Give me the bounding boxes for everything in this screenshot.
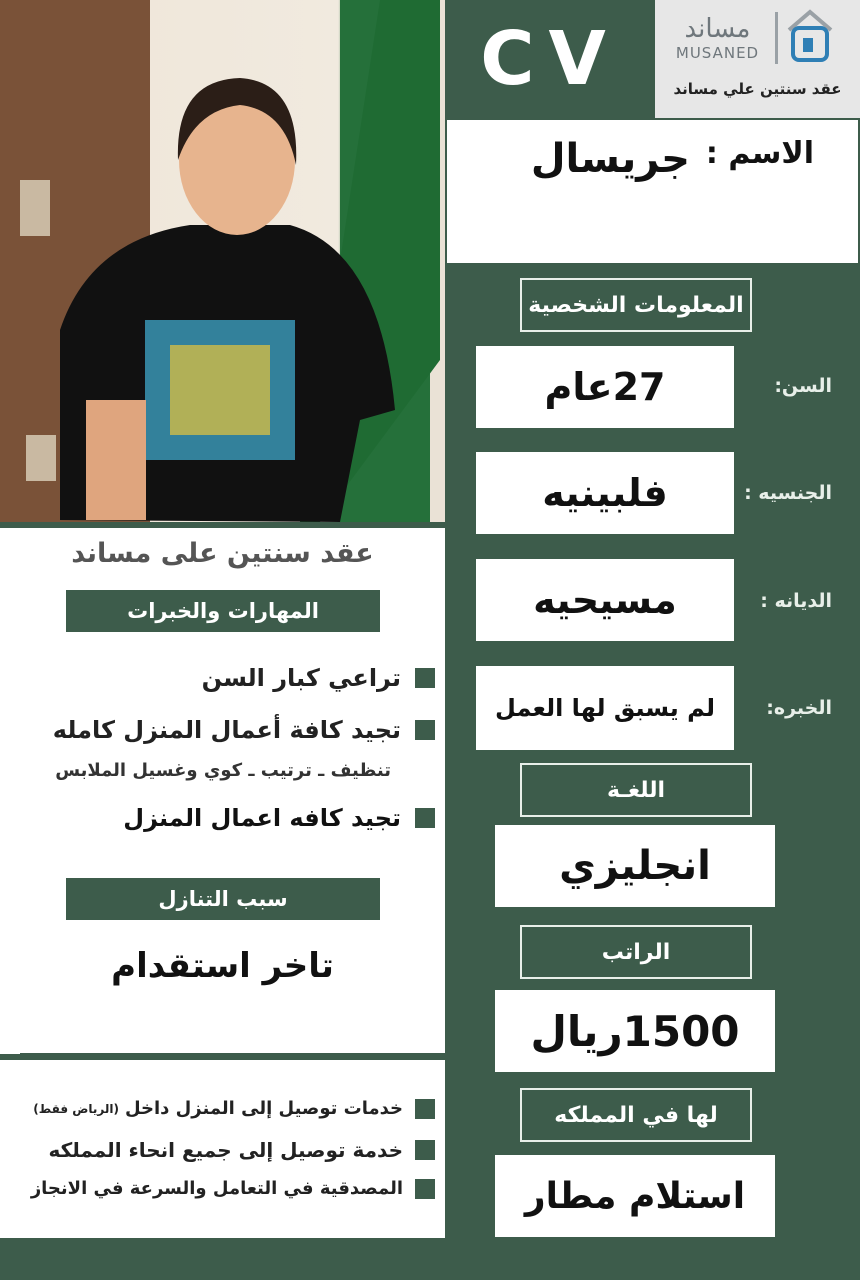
worker-photo [0, 0, 445, 522]
cv-title: CV [445, 0, 655, 118]
waiver-title: سبب التنازل [66, 878, 380, 920]
logo-tagline: عقد سنتين علي مساند [673, 80, 842, 98]
logo-divider [775, 12, 778, 64]
salary-title: الراتب [520, 925, 752, 979]
in-kingdom-title: لها في المملكه [520, 1088, 752, 1142]
name-value: جريسال [530, 136, 690, 182]
bullet-square-icon [415, 1099, 435, 1119]
language-title: اللغـة [520, 763, 752, 817]
skills-panel [0, 528, 445, 1054]
skill-subitem: تنظيف ـ ترتيب ـ كوي وغسيل الملابس [55, 760, 391, 781]
musaned-logo-icon [785, 8, 835, 66]
experience-value: لم يسبق لها العمل [476, 666, 734, 750]
waiver-value: تاخر استقدام [111, 946, 334, 986]
skill-item: تراعي كبار السن [35, 664, 435, 692]
salary-value: 1500ريال [495, 990, 775, 1072]
bullet-square-icon [415, 720, 435, 740]
nationality-label: الجنسيه : [744, 482, 832, 504]
service-item: خدمة توصيل إلى جميع انحاء المملكه [15, 1138, 435, 1162]
musaned-logo-block [655, 0, 860, 118]
service-item: خدمات توصيل إلى المنزل داخل (الرياض فقط) [15, 1098, 435, 1119]
religion-label: الديانه : [760, 590, 832, 612]
age-value: 27عام [476, 346, 734, 428]
experience-label: الخبره: [766, 697, 832, 719]
age-label: السن: [774, 375, 832, 397]
in-kingdom-value: استلام مطار [495, 1155, 775, 1237]
personal-info-title: المعلومات الشخصية [520, 278, 752, 332]
skill-item: تجيد كافه اعمال المنزل [35, 804, 435, 832]
nationality-value: فلبينيه [476, 452, 734, 534]
bullet-square-icon [415, 1140, 435, 1160]
skill-item: تجيد كافة أعمال المنزل كامله [35, 716, 435, 744]
contract-heading: عقد سنتين على مساند [71, 538, 374, 569]
skills-title: المهارات والخبرات [66, 590, 380, 632]
services-panel [0, 1060, 445, 1238]
bullet-square-icon [415, 668, 435, 688]
religion-value: مسيحيه [476, 559, 734, 641]
language-value: انجليزي [495, 825, 775, 907]
logo-latin-text: MUSANED [675, 44, 760, 62]
divider [20, 1053, 445, 1060]
worker-photo-illustration [0, 0, 445, 522]
name-label: الاسم : [705, 136, 814, 171]
logo-arabic-text: مساند [684, 14, 751, 44]
service-item: المصدقية في التعامل والسرعة في الانجاز [15, 1178, 435, 1199]
name-box [447, 120, 858, 263]
bullet-square-icon [415, 1179, 435, 1199]
bullet-square-icon [415, 808, 435, 828]
